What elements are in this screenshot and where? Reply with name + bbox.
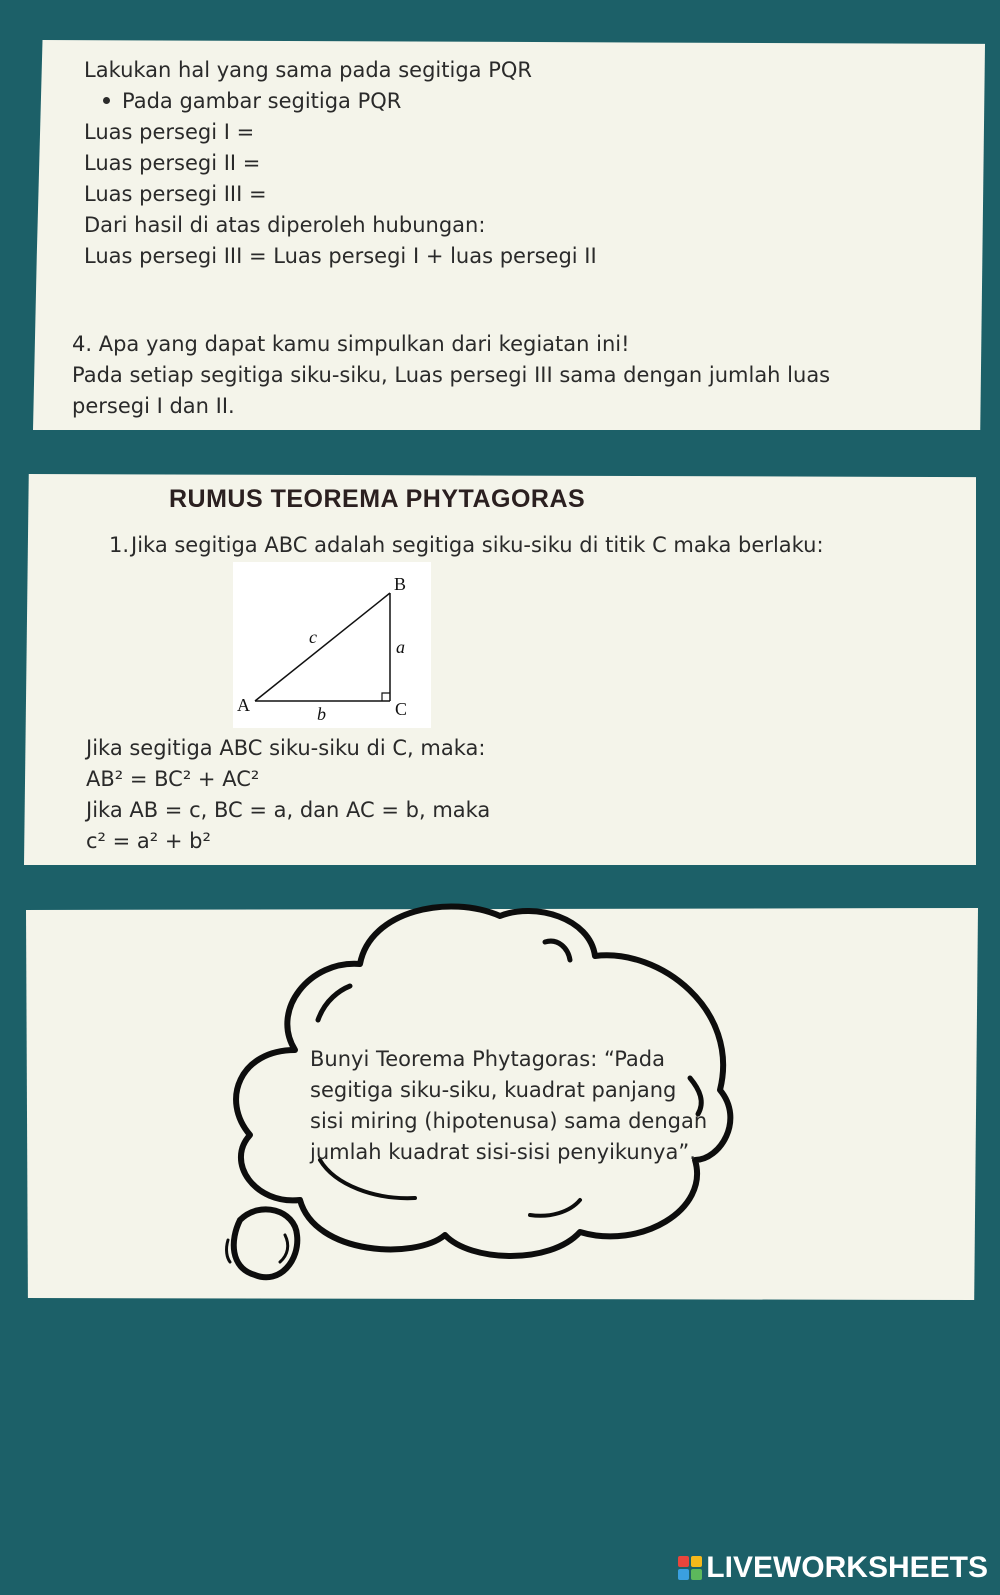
formula-line-2: AB² = BC² + AC² (86, 767, 260, 791)
list-item-text: Jika segitiga ABC adalah segitiga siku-siku di titik C maka berlaku: (131, 533, 824, 557)
theorem-line-2: segitiga siku-siku, kuadrat panjang (310, 1078, 677, 1102)
side-c-line (255, 593, 390, 701)
relation-intro-text: Dari hasil di atas diperoleh hubungan: (84, 213, 486, 237)
formula-line-1: Jika segitiga ABC siku-siku di C, maka: (86, 736, 486, 760)
bullet-dot (103, 97, 110, 104)
formula-line-4: c² = a² + b² (86, 829, 211, 853)
right-angle-marker (382, 693, 390, 701)
theorem-line-4: jumlah kuadrat sisi-sisi penyikunya”. (310, 1140, 696, 1164)
area-square-2-text: Luas persegi II = (84, 151, 261, 175)
logo-square-l (678, 1556, 689, 1567)
theorem-statement (310, 1044, 710, 1168)
right-triangle-diagram (233, 562, 431, 728)
area-square-3-text: Luas persegi III = (84, 182, 267, 206)
answer-line-2: persegi I dan II. (72, 394, 235, 418)
formula-line-3: Jika AB = c, BC = a, dan AC = b, maka (86, 798, 491, 822)
vertex-a-label: A (237, 695, 250, 715)
area-square-1-text: Luas persegi I = (84, 120, 255, 144)
logo-square-i (691, 1556, 702, 1567)
vertex-b-label: B (394, 574, 407, 594)
watermark-text: LIVEWORKSHEETS (706, 1551, 988, 1584)
formula-heading: RUMUS TEOREMA PHYTAGORAS (169, 485, 586, 513)
vertex-c-label: C (395, 699, 408, 719)
question-text: 4. Apa yang dapat kamu simpulkan dari kegiatan ini! (72, 332, 630, 356)
side-a-label: a (396, 637, 405, 657)
theorem-line-1: Bunyi Teorema Phytagoras: “Pada (310, 1047, 665, 1071)
answer-line-1: Pada setiap segitiga siku-siku, Luas persegi III sama dengan jumlah luas (72, 363, 831, 387)
liveworksheets-logo-icon (678, 1556, 702, 1580)
relation-text: Luas persegi III = Luas persegi I + luas persegi II (84, 244, 597, 268)
side-c-label: c (309, 627, 317, 647)
logo-square-e (691, 1569, 702, 1580)
intro-text: Lakukan hal yang sama pada segitiga PQR (84, 58, 532, 82)
list-number: 1. (109, 533, 130, 557)
side-b-label: b (317, 704, 326, 724)
liveworksheets-watermark[interactable] (678, 1551, 988, 1585)
bullet-text: Pada gambar segitiga PQR (122, 89, 402, 113)
logo-square-v (678, 1569, 689, 1580)
theorem-line-3: sisi miring (hipotenusa) sama dengan (310, 1109, 708, 1133)
